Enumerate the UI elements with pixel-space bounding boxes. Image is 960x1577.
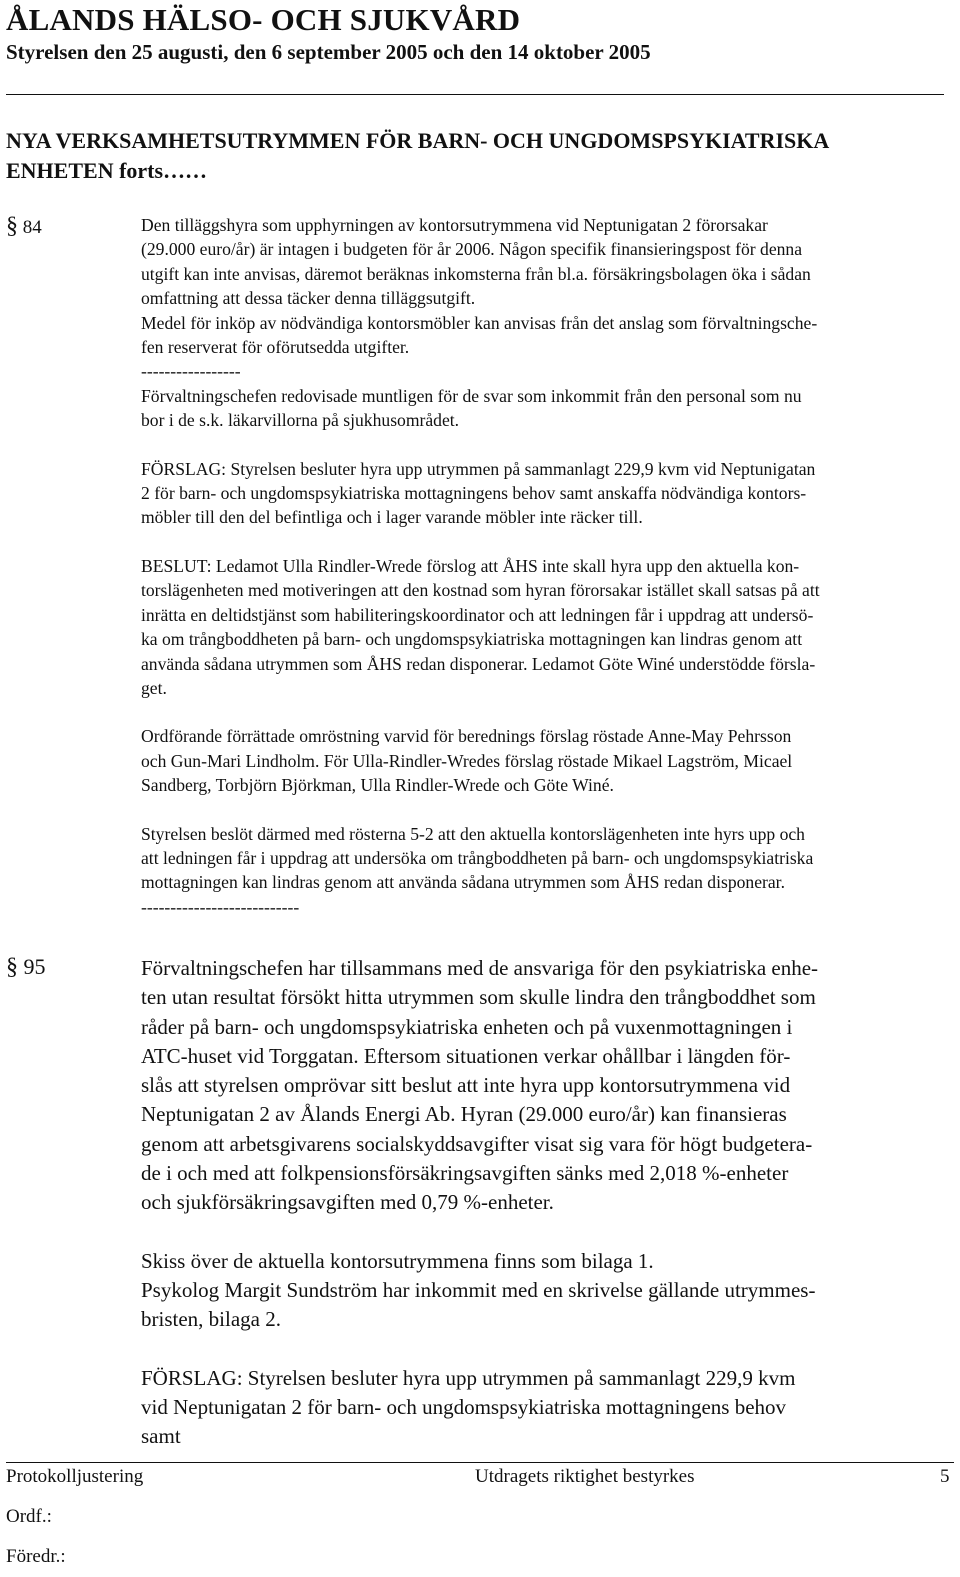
text-line: att ledningen får i uppdrag att undersöka om trångboddheten på barn- och ungdomspsykiatriska	[141, 847, 814, 868]
paragraph-number: 84	[22, 217, 42, 238]
paragraph-number: 95	[23, 954, 46, 979]
text-line: genom att arbetsgivarens socialskyddsavgifter visat sig vara för högt budgetera-	[141, 1131, 813, 1156]
text-line: möbler till den del befintliga och i lager varande möbler inte räcker till.	[141, 507, 643, 528]
text-line: de i och med att folkpensionsförsäkringsavgiften sänks med 2,018 %-enheter	[141, 1161, 789, 1186]
paragraph-gap	[141, 798, 953, 822]
text-line: råder på barn- och ungdomspsykiatriska enheten och på vuxenmottagningen i	[141, 1014, 793, 1039]
text-line: omfattning att dessa täcker denna tilläggsutgift.	[141, 288, 476, 309]
paragraph-gap	[141, 700, 953, 724]
text-line: ATC-huset vid Torggatan. Eftersom situationen verkar ohållbar i längden för-	[141, 1043, 791, 1068]
text-line: mottagningen kan lindras genom att använda sådana utrymmen som ÅHS redan disponerar.	[141, 872, 785, 893]
text-line: ---------------------------	[141, 896, 300, 917]
text-line: 2 för barn- och ungdomspsykiatriska mottagningens behov samt anskaffa nödvändiga kontors-	[141, 483, 807, 504]
text-line: bristen, bilaga 2.	[141, 1307, 281, 1332]
text-line: Förvaltningschefen redovisade muntligen för de svar som inkommit från den personal som nu	[141, 385, 802, 406]
text-line: -----------------	[141, 361, 241, 382]
paragraph-95-body	[141, 954, 953, 1451]
text-line: ka om trångboddheten på barn- och ungdomspsykiatriska mottagningen kan lindras genom att	[141, 629, 803, 650]
text-line: FÖRSLAG: Styrelsen besluter hyra upp utrymmen på sammanlagt 229,9 kvm	[141, 1365, 796, 1390]
text-line: torslägenheten med motiveringen att den kostnad som hyran förorsakar istället skall satsas på att	[141, 580, 820, 601]
footer-chairman: Ordf.:	[6, 1506, 52, 1527]
text-line: Den tilläggshyra som upphyrningen av kontorsutrymmena vid Neptunigatan 2 förorsakar	[141, 215, 768, 235]
footer-protocol-check: Protokolljustering	[6, 1466, 144, 1487]
section-heading	[6, 126, 954, 186]
paragraph-84-body	[141, 213, 953, 919]
text-line: BESLUT: Ledamot Ulla Rindler-Wrede förslog att ÅHS inte skall hyra upp den aktuella kon-	[141, 555, 800, 576]
section-symbol: §	[6, 213, 18, 239]
paragraph-95-label	[6, 954, 46, 981]
text-line: Skiss över de aktuella kontorsutrymmena finns som bilaga 1.	[141, 1248, 654, 1273]
section-symbol: §	[6, 954, 18, 980]
text-line: Förvaltningschefen har tillsammans med de ansvariga för den psykiatriska enhe-	[141, 956, 819, 980]
footer-rule	[6, 1462, 954, 1463]
paragraph-gap	[141, 1218, 953, 1247]
text-line: samt	[141, 1424, 181, 1449]
text-line: bor i de s.k. läkarvillorna på sjukhusområdet.	[141, 410, 460, 431]
paragraph-84-label	[6, 213, 42, 240]
text-line: Psykolog Margit Sundström har inkommit med en skrivelse gällande utrymmes-	[141, 1277, 816, 1302]
text-line: använda sådana utrymmen som ÅHS redan disponerar. Ledamot Göte Winé understödde försla-	[141, 653, 816, 674]
text-line: utgift kan inte anvisas, däremot beräknas inkomsterna från bl.a. försäkringsbolagen öka i sådan	[141, 263, 811, 284]
meeting-dates: Styrelsen den 25 augusti, den 6 september 2005 och den 14 oktober 2005	[6, 40, 651, 64]
footer-presenter: Föredr.:	[6, 1546, 66, 1567]
section-heading-line-2: ENHETEN forts……	[6, 158, 208, 183]
text-line: (29.000 euro/år) är intagen i budgeten för år 2006. Någon specifik finansieringspost för denna	[141, 239, 803, 260]
text-line: Ordförande förrättade omröstning varvid för berednings förslag röstade Anne-May Pehrsson	[141, 726, 792, 747]
paragraph-gap	[141, 433, 953, 457]
text-line: och sjukförsäkringsavgiften med 0,79 %-enheter.	[141, 1190, 554, 1215]
text-line: Neptunigatan 2 av Ålands Energi Ab. Hyran (29.000 euro/år) kan finansieras	[141, 1102, 787, 1127]
paragraph-gap	[141, 1335, 953, 1364]
header-rule	[6, 94, 944, 95]
text-line: ten utan resultat försökt hitta utrymmen som skulle lindra den trångboddhet som	[141, 985, 816, 1010]
page-number: 5	[940, 1466, 950, 1487]
text-line: Styrelsen beslöt därmed med rösterna 5-2 att den aktuella kontorslägenheten inte hyrs upp och	[141, 823, 805, 844]
organization-title: ÅLANDS HÄLSO- OCH SJUKVÅRD	[6, 2, 521, 37]
text-line: FÖRSLAG: Styrelsen besluter hyra upp utrymmen på sammanlagt 229,9 kvm vid Neptunigatan	[141, 458, 816, 479]
text-line: Medel för inköp av nödvändiga kontorsmöbler kan anvisas från det anslag som förvaltningsche-	[141, 312, 818, 333]
text-line: slås att styrelsen omprövar sitt beslut att inte hyra upp kontorsutrymmena vid	[141, 1073, 791, 1098]
text-line: vid Neptunigatan 2 för barn- och ungdomspsykiatriska mottagningens behov	[141, 1394, 787, 1419]
footer-certification: Utdragets riktighet bestyrkes	[475, 1466, 695, 1487]
text-line: och Gun-Mari Lindholm. För Ulla-Rindler-Wredes förslag röstade Mikael Lagström, Micael	[141, 750, 793, 771]
text-line: Sandberg, Torbjörn Björkman, Ulla Rindler-Wrede och Göte Winé.	[141, 775, 614, 796]
section-heading-line-1: NYA VERKSAMHETSUTRYMMEN FÖR BARN- OCH UNGDOMSPSYKIATRISKA	[6, 128, 830, 153]
paragraph-gap	[141, 530, 953, 554]
text-line: fen reserverat för oförutsedda utgifter.	[141, 337, 410, 358]
text-line: get.	[141, 677, 167, 698]
text-line: inrätta en deltidstjänst som habiliteringskoordinator och att ledningen får i uppdrag att undersö-	[141, 604, 814, 625]
